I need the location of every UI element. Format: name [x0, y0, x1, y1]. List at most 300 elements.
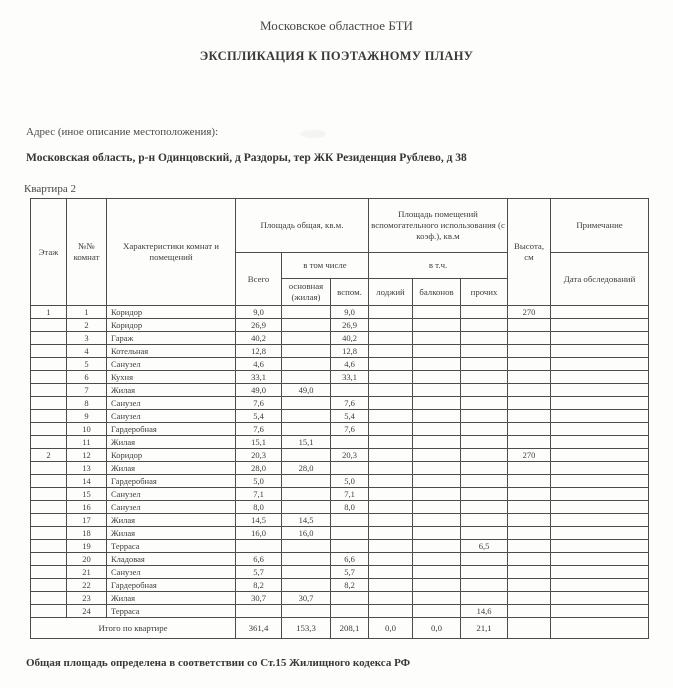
table-row — [31, 371, 649, 384]
cell-aux: 8,2 — [331, 579, 369, 592]
cell-total: 16,0 — [236, 527, 282, 540]
cell-loggia — [369, 423, 413, 436]
cell-note — [551, 462, 649, 475]
cell-note — [551, 371, 649, 384]
cell-floor — [31, 475, 67, 488]
cell-height — [508, 527, 551, 540]
table-row — [31, 436, 649, 449]
cell-aux: 33,1 — [331, 371, 369, 384]
cell-note — [551, 579, 649, 592]
cell-floor — [31, 527, 67, 540]
cell-main — [282, 319, 331, 332]
cell-loggia — [369, 475, 413, 488]
cell-aux — [331, 436, 369, 449]
cell-balcony — [413, 488, 461, 501]
cell-main: 16,0 — [282, 527, 331, 540]
cell-other — [461, 514, 508, 527]
cell-other — [461, 501, 508, 514]
totals-area-main: 153,3 — [282, 618, 331, 639]
cell-name: Санузел — [107, 501, 236, 514]
cell-no: 12 — [67, 449, 107, 462]
cell-aux: 20,3 — [331, 449, 369, 462]
cell-floor — [31, 384, 67, 397]
cell-loggia — [369, 527, 413, 540]
cell-loggia — [369, 306, 413, 319]
cell-aux: 7,6 — [331, 423, 369, 436]
cell-height — [508, 501, 551, 514]
table-row — [31, 527, 649, 540]
explication-table — [30, 198, 649, 639]
cell-no: 14 — [67, 475, 107, 488]
header-total: Всего — [236, 253, 282, 306]
cell-other — [461, 332, 508, 345]
cell-floor — [31, 358, 67, 371]
cell-other — [461, 345, 508, 358]
cell-height — [508, 384, 551, 397]
cell-other — [461, 475, 508, 488]
cell-note — [551, 553, 649, 566]
header-height: Высота, см — [508, 199, 551, 306]
cell-name: Кухня — [107, 371, 236, 384]
cell-name: Санузел — [107, 410, 236, 423]
table-row — [31, 475, 649, 488]
cell-loggia — [369, 410, 413, 423]
cell-floor — [31, 397, 67, 410]
cell-aux — [331, 605, 369, 618]
cell-main — [282, 306, 331, 319]
cell-height — [508, 371, 551, 384]
cell-loggia — [369, 436, 413, 449]
cell-floor — [31, 345, 67, 358]
cell-balcony — [413, 319, 461, 332]
cell-floor — [31, 423, 67, 436]
cell-total: 5,4 — [236, 410, 282, 423]
cell-balcony — [413, 397, 461, 410]
cell-total: 4,6 — [236, 358, 282, 371]
cell-name: Жилая — [107, 514, 236, 527]
cell-main — [282, 449, 331, 462]
cell-loggia — [369, 553, 413, 566]
cell-main — [282, 397, 331, 410]
header-main-living: основная (жилая) — [282, 279, 331, 306]
cell-total: 9,0 — [236, 306, 282, 319]
cell-height: 270 — [508, 306, 551, 319]
cell-note — [551, 436, 649, 449]
cell-balcony — [413, 371, 461, 384]
cell-aux: 5,4 — [331, 410, 369, 423]
scan-smudge — [300, 130, 326, 138]
cell-main: 14,5 — [282, 514, 331, 527]
cell-note — [551, 592, 649, 605]
cell-name: Терраса — [107, 605, 236, 618]
cell-name: Коридор — [107, 306, 236, 319]
cell-total: 5,7 — [236, 566, 282, 579]
cell-note — [551, 345, 649, 358]
cell-name: Жилая — [107, 527, 236, 540]
cell-balcony — [413, 410, 461, 423]
cell-total: 33,1 — [236, 371, 282, 384]
table-row — [31, 332, 649, 345]
cell-name: Гардеробная — [107, 423, 236, 436]
cell-total: 20,3 — [236, 449, 282, 462]
table-body — [31, 306, 649, 618]
header-balconies: балконов — [413, 279, 461, 306]
cell-main: 49,0 — [282, 384, 331, 397]
cell-main — [282, 605, 331, 618]
cell-aux — [331, 514, 369, 527]
cell-height — [508, 358, 551, 371]
cell-name: Котельная — [107, 345, 236, 358]
cell-name: Санузел — [107, 566, 236, 579]
cell-balcony — [413, 501, 461, 514]
cell-balcony — [413, 449, 461, 462]
table-row — [31, 605, 649, 618]
cell-balcony — [413, 345, 461, 358]
cell-note — [551, 501, 649, 514]
cell-no: 22 — [67, 579, 107, 592]
cell-height — [508, 605, 551, 618]
table-row — [31, 345, 649, 358]
header-room-no: №№ комнат — [67, 199, 107, 306]
cell-loggia — [369, 514, 413, 527]
cell-height — [508, 475, 551, 488]
cell-note — [551, 527, 649, 540]
cell-no: 23 — [67, 592, 107, 605]
cell-floor — [31, 332, 67, 345]
cell-main — [282, 553, 331, 566]
cell-no: 17 — [67, 514, 107, 527]
cell-main — [282, 488, 331, 501]
cell-floor — [31, 579, 67, 592]
cell-note — [551, 423, 649, 436]
cell-no: 2 — [67, 319, 107, 332]
cell-aux: 5,0 — [331, 475, 369, 488]
cell-loggia — [369, 371, 413, 384]
table-row — [31, 488, 649, 501]
table-row — [31, 514, 649, 527]
cell-total: 30,7 — [236, 592, 282, 605]
cell-loggia — [369, 384, 413, 397]
cell-other — [461, 397, 508, 410]
cell-note — [551, 449, 649, 462]
cell-aux: 6,6 — [331, 553, 369, 566]
cell-note — [551, 605, 649, 618]
table-row — [31, 553, 649, 566]
cell-aux: 5,7 — [331, 566, 369, 579]
cell-other — [461, 579, 508, 592]
cell-other — [461, 319, 508, 332]
cell-floor: 2 — [31, 449, 67, 462]
cell-aux — [331, 527, 369, 540]
cell-name: Жилая — [107, 592, 236, 605]
cell-height — [508, 579, 551, 592]
cell-name: Коридор — [107, 449, 236, 462]
cell-floor: 1 — [31, 306, 67, 319]
cell-other — [461, 410, 508, 423]
document-title: ЭКСПЛИКАЦИЯ К ПОЭТАЖНОМУ ПЛАНУ — [199, 49, 474, 63]
cell-height — [508, 319, 551, 332]
cell-total: 12,8 — [236, 345, 282, 358]
header-total-area-group: Площадь общая, кв.м. — [236, 199, 369, 253]
cell-balcony — [413, 384, 461, 397]
cell-note — [551, 319, 649, 332]
cell-loggia — [369, 449, 413, 462]
cell-balcony — [413, 423, 461, 436]
cell-floor — [31, 410, 67, 423]
cell-total — [236, 540, 282, 553]
header-note: Примечание — [551, 199, 649, 253]
address-value: Московская область, р-н Одинцовский, д Раздоры, тер ЖК Резиденция Рублево, д 38 — [26, 152, 467, 164]
table-row — [31, 423, 649, 436]
header-including-short: в т.ч. — [369, 253, 508, 279]
cell-loggia — [369, 579, 413, 592]
cell-aux — [331, 540, 369, 553]
cell-aux — [331, 462, 369, 475]
cell-name: Жилая — [107, 462, 236, 475]
table-row — [31, 540, 649, 553]
cell-other: 6,5 — [461, 540, 508, 553]
cell-other: 14,6 — [461, 605, 508, 618]
cell-note — [551, 397, 649, 410]
cell-floor — [31, 592, 67, 605]
cell-floor — [31, 319, 67, 332]
cell-loggia — [369, 501, 413, 514]
cell-name: Терраса — [107, 540, 236, 553]
cell-no: 11 — [67, 436, 107, 449]
cell-loggia — [369, 332, 413, 345]
cell-balcony — [413, 540, 461, 553]
cell-no: 4 — [67, 345, 107, 358]
cell-loggia — [369, 345, 413, 358]
cell-no: 21 — [67, 566, 107, 579]
cell-height — [508, 345, 551, 358]
cell-floor — [31, 462, 67, 475]
cell-no: 6 — [67, 371, 107, 384]
cell-loggia — [369, 319, 413, 332]
cell-main — [282, 358, 331, 371]
cell-height — [508, 592, 551, 605]
cell-other — [461, 566, 508, 579]
table-row — [31, 462, 649, 475]
table-header — [31, 199, 649, 306]
cell-total: 14,5 — [236, 514, 282, 527]
cell-loggia — [369, 540, 413, 553]
cell-no: 13 — [67, 462, 107, 475]
cell-main — [282, 475, 331, 488]
cell-loggia — [369, 488, 413, 501]
cell-no: 19 — [67, 540, 107, 553]
cell-balcony — [413, 436, 461, 449]
cell-balcony — [413, 514, 461, 527]
cell-name: Жилая — [107, 384, 236, 397]
cell-other — [461, 306, 508, 319]
table-row — [31, 449, 649, 462]
cell-aux: 26,9 — [331, 319, 369, 332]
cell-no: 20 — [67, 553, 107, 566]
cell-loggia — [369, 592, 413, 605]
cell-name: Жилая — [107, 436, 236, 449]
cell-aux — [331, 384, 369, 397]
cell-balcony — [413, 462, 461, 475]
cell-other — [461, 553, 508, 566]
cell-note — [551, 475, 649, 488]
cell-note — [551, 514, 649, 527]
cell-other — [461, 592, 508, 605]
cell-other — [461, 371, 508, 384]
totals-balcony: 0,0 — [413, 618, 461, 639]
cell-floor — [31, 540, 67, 553]
cell-height — [508, 488, 551, 501]
table-row — [31, 319, 649, 332]
cell-aux: 40,2 — [331, 332, 369, 345]
cell-total: 5,0 — [236, 475, 282, 488]
cell-height — [508, 436, 551, 449]
cell-aux: 8,0 — [331, 501, 369, 514]
cell-main — [282, 410, 331, 423]
cell-loggia — [369, 462, 413, 475]
cell-aux: 12,8 — [331, 345, 369, 358]
cell-name: Кладовая — [107, 553, 236, 566]
cell-loggia — [369, 397, 413, 410]
cell-main — [282, 345, 331, 358]
cell-note — [551, 488, 649, 501]
cell-height: 270 — [508, 449, 551, 462]
cell-loggia — [369, 566, 413, 579]
cell-other — [461, 423, 508, 436]
cell-main — [282, 540, 331, 553]
cell-name: Гардеробная — [107, 579, 236, 592]
cell-floor — [31, 371, 67, 384]
cell-total: 6,6 — [236, 553, 282, 566]
table-row — [31, 579, 649, 592]
totals-row — [31, 618, 649, 639]
cell-height — [508, 423, 551, 436]
header-auxiliary: вспом. — [331, 279, 369, 306]
address-label: Адрес (иное описание местоположения): — [26, 126, 219, 138]
cell-floor — [31, 501, 67, 514]
cell-floor — [31, 436, 67, 449]
cell-total: 15,1 — [236, 436, 282, 449]
totals-area-aux: 208,1 — [331, 618, 369, 639]
footer-note: Общая площадь определена в соответствии со Ст.15 Жилищного кодекса РФ — [26, 657, 411, 669]
cell-other — [461, 449, 508, 462]
cell-balcony — [413, 579, 461, 592]
totals-label: Итого по квартире — [31, 618, 236, 639]
cell-floor — [31, 488, 67, 501]
cell-balcony — [413, 332, 461, 345]
table-row — [31, 566, 649, 579]
cell-no: 10 — [67, 423, 107, 436]
cell-no: 3 — [67, 332, 107, 345]
cell-floor — [31, 553, 67, 566]
cell-balcony — [413, 553, 461, 566]
cell-height — [508, 397, 551, 410]
cell-balcony — [413, 566, 461, 579]
cell-balcony — [413, 475, 461, 488]
cell-note — [551, 384, 649, 397]
cell-total — [236, 605, 282, 618]
cell-height — [508, 514, 551, 527]
cell-no: 1 — [67, 306, 107, 319]
header-aux-area-group: Площадь помещений вспомогательного использования (с коэф.), кв.м — [369, 199, 508, 253]
cell-main: 28,0 — [282, 462, 331, 475]
cell-main — [282, 371, 331, 384]
cell-height — [508, 540, 551, 553]
totals-other: 21,1 — [461, 618, 508, 639]
cell-floor — [31, 514, 67, 527]
totals-note — [551, 618, 649, 639]
header-characteristics: Характеристики комнат и помещений — [107, 199, 236, 306]
cell-total: 8,0 — [236, 501, 282, 514]
cell-height — [508, 410, 551, 423]
cell-height — [508, 566, 551, 579]
cell-main — [282, 566, 331, 579]
cell-no: 24 — [67, 605, 107, 618]
cell-balcony — [413, 306, 461, 319]
header-survey-date: Дата обследований — [551, 253, 649, 306]
cell-aux: 7,6 — [331, 397, 369, 410]
cell-height — [508, 553, 551, 566]
cell-balcony — [413, 358, 461, 371]
cell-name: Гараж — [107, 332, 236, 345]
cell-no: 9 — [67, 410, 107, 423]
cell-note — [551, 358, 649, 371]
cell-name: Санузел — [107, 358, 236, 371]
cell-other — [461, 488, 508, 501]
cell-floor — [31, 605, 67, 618]
apartment-label: Квартира 2 — [24, 183, 76, 195]
cell-no: 15 — [67, 488, 107, 501]
cell-aux — [331, 592, 369, 605]
cell-total: 26,9 — [236, 319, 282, 332]
cell-aux: 9,0 — [331, 306, 369, 319]
cell-other — [461, 527, 508, 540]
table-row — [31, 501, 649, 514]
cell-total: 7,6 — [236, 423, 282, 436]
cell-note — [551, 332, 649, 345]
cell-other — [461, 436, 508, 449]
cell-main — [282, 423, 331, 436]
cell-name: Санузел — [107, 397, 236, 410]
table-row — [31, 384, 649, 397]
cell-name: Санузел — [107, 488, 236, 501]
table-row — [31, 397, 649, 410]
cell-height — [508, 462, 551, 475]
cell-total: 7,1 — [236, 488, 282, 501]
cell-floor — [31, 566, 67, 579]
cell-other — [461, 462, 508, 475]
header-including: в том числе — [282, 253, 369, 279]
cell-total: 8,2 — [236, 579, 282, 592]
cell-aux: 4,6 — [331, 358, 369, 371]
cell-loggia — [369, 358, 413, 371]
cell-other — [461, 358, 508, 371]
cell-no: 8 — [67, 397, 107, 410]
cell-other — [461, 384, 508, 397]
cell-note — [551, 540, 649, 553]
cell-no: 5 — [67, 358, 107, 371]
cell-note — [551, 566, 649, 579]
org-title: Московское областное БТИ — [260, 18, 413, 33]
cell-total: 49,0 — [236, 384, 282, 397]
totals-loggia: 0,0 — [369, 618, 413, 639]
cell-main — [282, 332, 331, 345]
cell-main — [282, 579, 331, 592]
cell-name: Коридор — [107, 319, 236, 332]
cell-no: 18 — [67, 527, 107, 540]
header-floor: Этаж — [31, 199, 67, 306]
cell-aux: 7,1 — [331, 488, 369, 501]
